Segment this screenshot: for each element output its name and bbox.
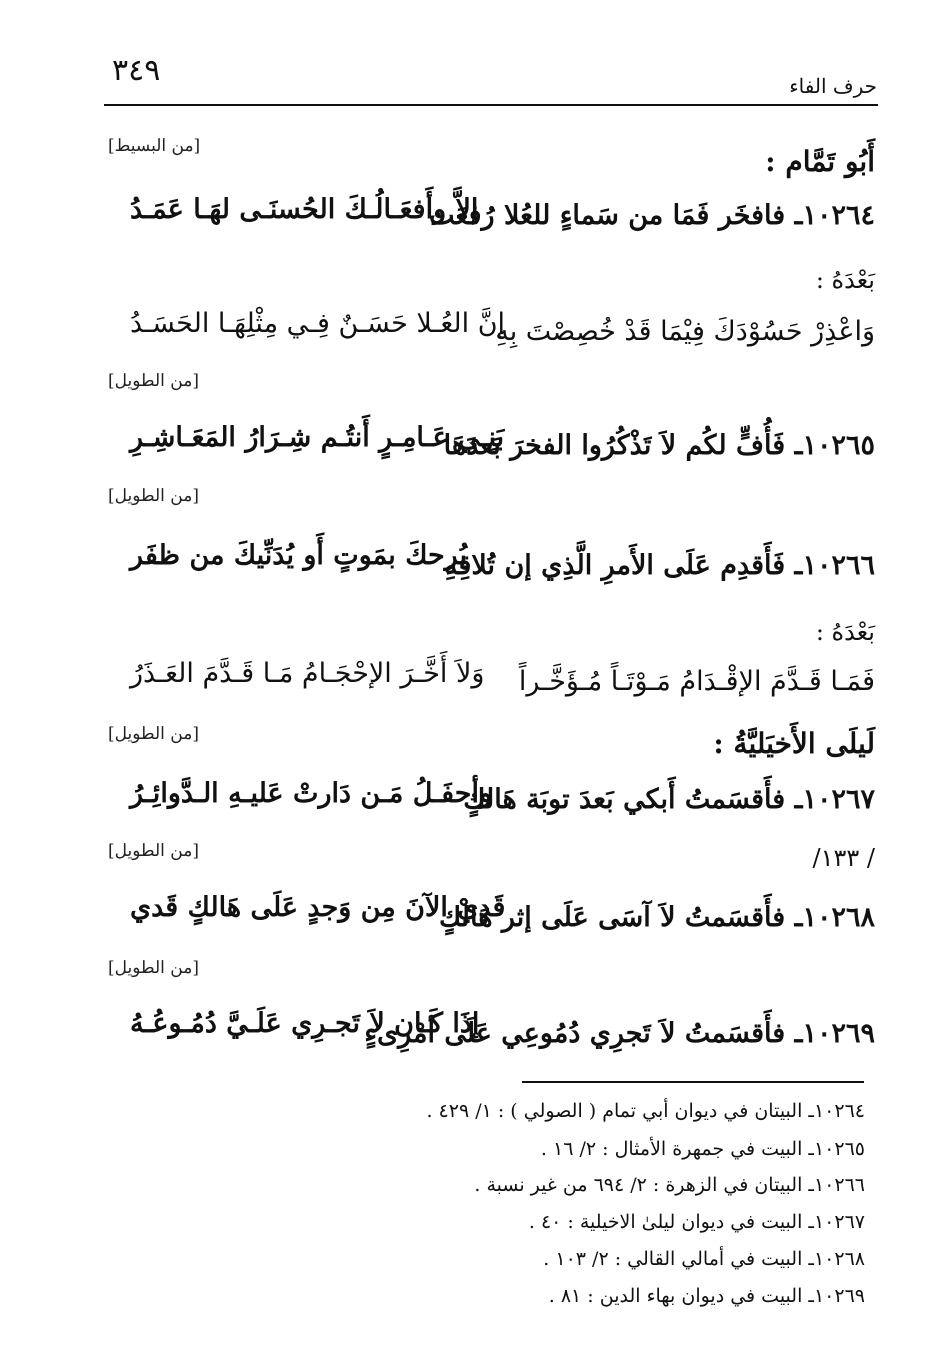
continuation-label: بَعْدَهُ : [815,618,875,646]
footnote: ١٠٢٦٦ـ البيتان في الزهرة : ٢/ ٦٩٤ من غير نسبة . [474,1174,865,1196]
verse-first-hemistich: فَمَـا قَـدَّمَ الإقْـدَامُ مَـوْتَـاً مُـؤَخَّـراً [518,666,875,697]
verse-first-hemistich: ١٠٢٦٩ـ فأَقسَمتُ لاَ تَجرِي دُمُوعِي عَلَى أمْرِىءٍ [364,1018,875,1049]
footnote: ١٠٢٦٩ـ البيت في ديوان بهاء الدين : ٨١ . [548,1285,865,1307]
meter-label: [من الطويل] [108,841,199,861]
poet-name: لَيلَى الأَخيَليَّةُ : [713,727,875,760]
manuscript-folio-marker: / ١٣٣/ [812,844,875,872]
header-rule [104,104,878,106]
verse-second-hemistich: وَلاَ أَخَّـرَ الإحْجَـامُ مَـا قَـدَّمَ العَـذَرُ [130,658,485,689]
verse-second-hemistich: إنَّ العُـلا حَسَـنٌ فِـي مِثْلِهَـا الحَسَـدُ [130,308,506,339]
verse-first-hemistich: ١٠٢٦٤ـ فافخَر فَمَا من سَماءٍ للعُلا رُفعَت [429,200,875,231]
verse-second-hemistich: وأحفَـلُ مَـن دَارتْ عَليـهِ الـدَّوائِـرُ [130,778,493,809]
meter-label: [من الطويل] [108,724,199,744]
continuation-label: بَعْدَهُ : [815,266,875,294]
verse-first-hemistich: ١٠٢٦٦ـ فَأَقدِم عَلَى الأَمرِ الَّذِي إن تُلاقِهِ [444,550,875,581]
verse-first-hemistich: ١٠٢٦٧ـ فأَقسَمتُ أَبكي بَعدَ توبَة هَالكٍ [463,784,875,815]
footnote: ١٠٢٦٧ـ البيت في ديوان ليلىٰ الاخيلية : ٤٠ . [528,1211,865,1233]
verse-second-hemistich: بَنِـي عَـامِـرٍ أَنتُـم شِـرَارُ المَعَـاشِـرِ [130,422,505,453]
meter-label: [من الطويل] [108,371,199,391]
page-number: ٣٤٩ [112,53,161,88]
verse-second-hemistich: قَدِيْ الآنَ مِن وَجدٍ عَلَى هَالكٍ قَدي [130,892,506,923]
verse-first-hemistich: ١٠٢٦٥ـ فَأُفٍّ لكُم لاَ تَذْكُرُوا الفخرَ بَعدَهَا [443,430,875,461]
footnote: ١٠٢٦٤ـ البيتان في ديوان أبي تمام ( الصولي ) : ١/ ٤٢٩ . [426,1100,865,1122]
verse-second-hemistich: يُرِحكَ بمَوتٍ أَو يُدَنِّيكَ من ظفَر [130,540,468,571]
poet-name: أَبُو تَمَّام : [765,145,875,178]
meter-label: [من البسيط] [108,136,201,156]
verse-second-hemistich: إذَا كَـان لاَ تَجـرِي عَلَـيَّ دُمُـوعُـهُ [130,1008,480,1039]
footnote: ١٠٢٦٨ـ البيت في أمالي القالي : ٢/ ١٠٣ . [543,1248,865,1270]
verse-second-hemistich: إلاَّ وأَفعَـالُـكَ الحُسنَـى لهَـا عَمَـدُ [130,194,479,225]
verse-first-hemistich: وَاعْذِرْ حَسُوْدَكَ فِيْمَا قَدْ خُصِصْتَ بِهِ [495,316,875,347]
running-head: حرف الفاء [789,74,877,98]
meter-label: [من الطويل] [108,958,199,978]
meter-label: [من الطويل] [108,486,199,506]
footnote-rule [522,1081,864,1083]
verse-first-hemistich: ١٠٢٦٨ـ فأَقسَمتُ لاَ آسَى عَلَى إثر هَالكٍ [438,902,875,933]
footnote: ١٠٢٦٥ـ البيت في جمهرة الأمثال : ٢/ ١٦ . [540,1138,865,1160]
